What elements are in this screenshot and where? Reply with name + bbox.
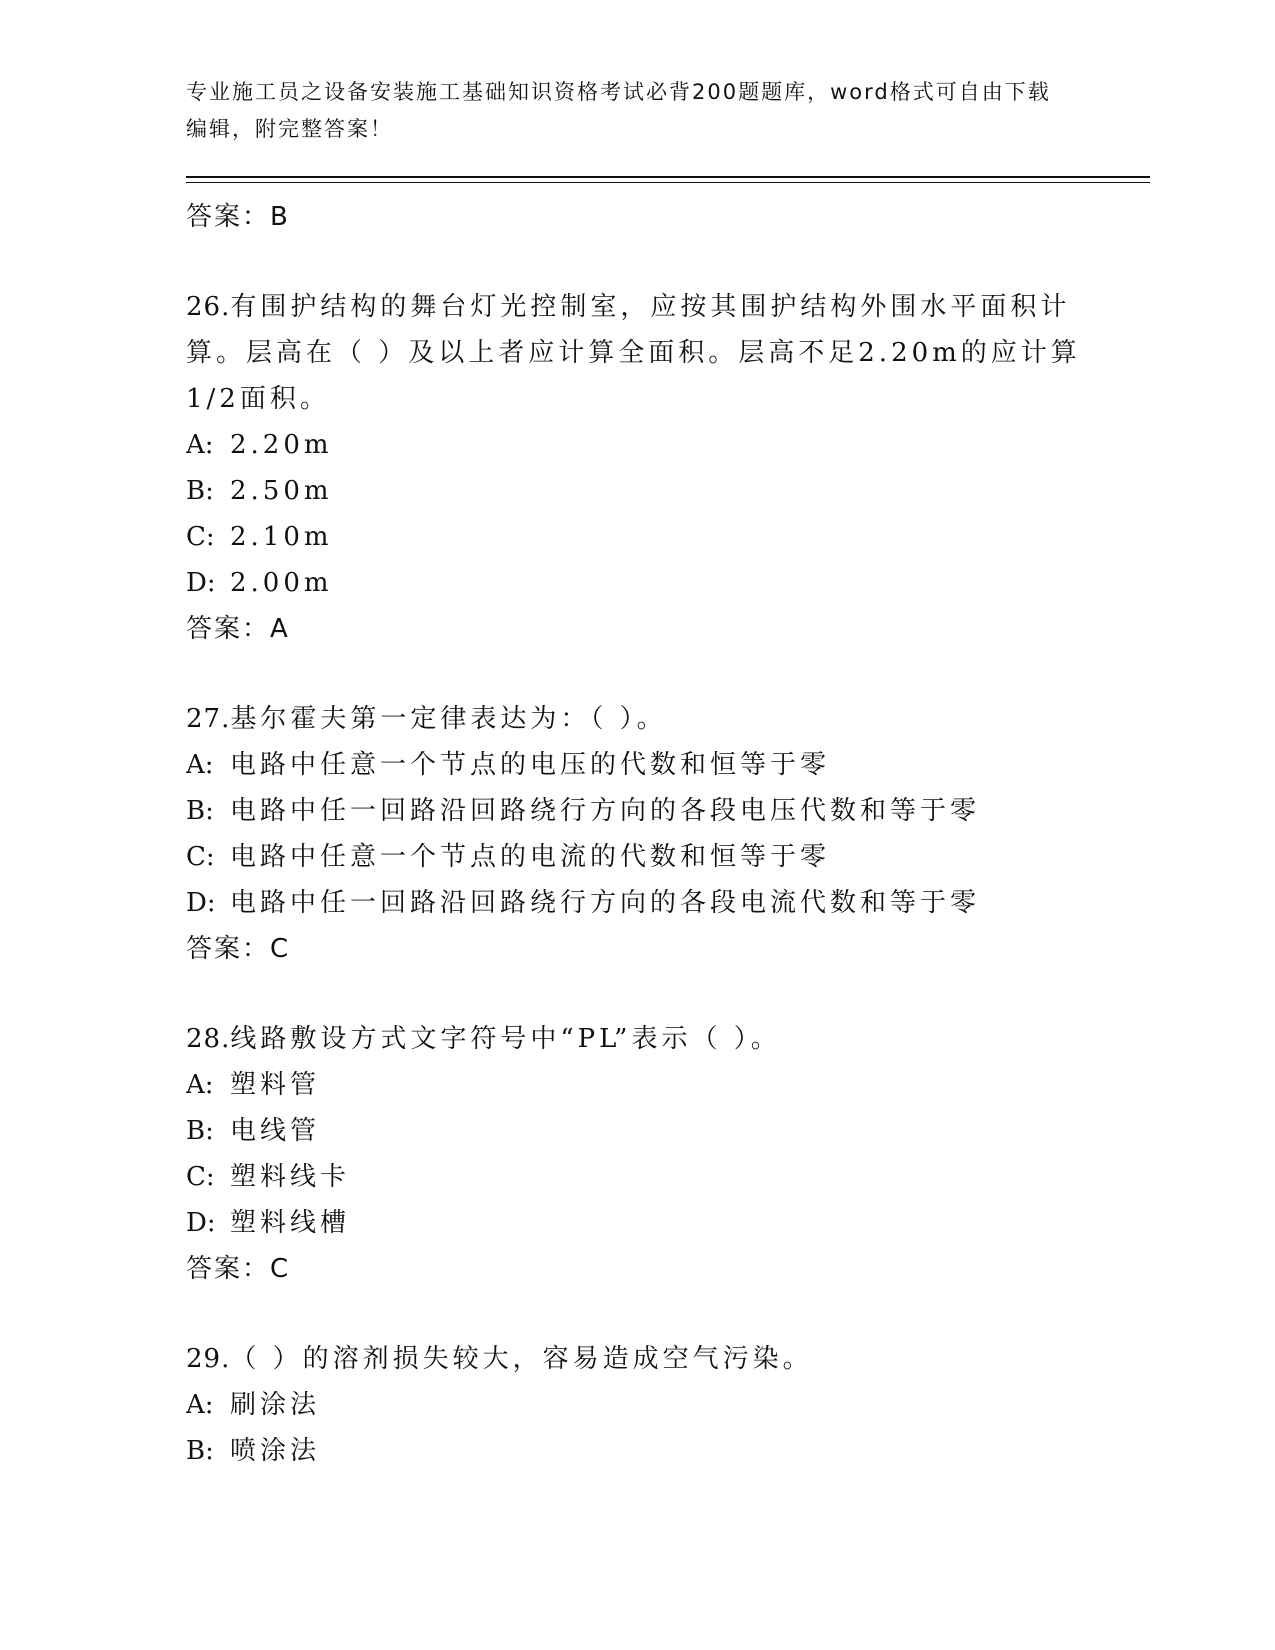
option-text: 2.00m — [230, 568, 333, 598]
option-b — [186, 788, 1086, 834]
option-letter: B: — [186, 1116, 214, 1146]
option-letter: A: — [186, 430, 214, 460]
question-list — [186, 186, 1086, 1474]
option-text: 电路中任一回路沿回路绕行方向的各段电流代数和等于零 — [230, 888, 981, 918]
question-number: 29. — [186, 1344, 231, 1374]
question-text: （ ）的溶剂损失较大，容易造成空气污染。 — [230, 1344, 813, 1374]
option-b — [186, 1428, 1086, 1474]
header-divider-thin — [186, 182, 1150, 183]
question-26 — [186, 284, 1086, 652]
question-stem — [186, 284, 1086, 422]
header-divider-thick — [186, 176, 1150, 178]
option-a — [186, 1062, 1086, 1108]
option-c — [186, 1154, 1086, 1200]
question-number: 28. — [186, 1024, 231, 1054]
question-text: 基尔霍夫第一定律表达为：（ ）。 — [230, 704, 667, 734]
question-stem — [186, 1016, 1086, 1062]
option-letter: D: — [186, 1208, 216, 1238]
option-text: 塑料线槽 — [230, 1208, 351, 1238]
option-text: 电线管 — [230, 1116, 321, 1146]
option-text: 塑料线卡 — [230, 1162, 351, 1192]
answer-line: 答案：C — [186, 934, 291, 964]
option-d — [186, 880, 1086, 926]
option-a — [186, 1382, 1086, 1428]
option-d — [186, 1200, 1086, 1246]
question-stem — [186, 696, 1086, 742]
option-text: 2.10m — [230, 522, 333, 552]
option-letter: C: — [186, 522, 215, 552]
previous-answer: 答案：B — [186, 202, 290, 232]
question-text: 有围护结构的舞台灯光控制室，应按其围护结构外围水平面积计算。层高在（ ）及以上者应计算全面积。层高不足2.20m的应计算1/2面积。 — [186, 292, 1081, 414]
question-text: 线路敷设方式文字符号中“PL”表示（ ）。 — [230, 1024, 781, 1054]
option-letter: D: — [186, 568, 216, 598]
question-stem — [186, 1336, 1086, 1382]
answer-line: 答案：C — [186, 1254, 291, 1284]
question-27 — [186, 696, 1086, 972]
option-letter: A: — [186, 1390, 214, 1420]
option-c — [186, 834, 1086, 880]
option-text: 塑料管 — [230, 1070, 321, 1100]
option-letter: B: — [186, 1436, 214, 1466]
option-text: 2.20m — [230, 430, 333, 460]
option-text: 2.50m — [230, 476, 333, 506]
option-letter: C: — [186, 842, 215, 872]
option-text: 电路中任意一个节点的电流的代数和恒等于零 — [230, 842, 831, 872]
option-text: 电路中任意一个节点的电压的代数和恒等于零 — [230, 750, 831, 780]
option-letter: B: — [186, 796, 214, 826]
option-d — [186, 560, 1086, 606]
page-header: 专业施工员之设备安装施工基础知识资格考试必背200题题库，word格式可自由下载编辑，附完整答案！ — [186, 80, 1051, 141]
question-number: 27. — [186, 704, 231, 734]
option-letter: A: — [186, 750, 214, 780]
answer-line: 答案：A — [186, 614, 290, 644]
option-text: 电路中任一回路沿回路绕行方向的各段电压代数和等于零 — [230, 796, 981, 826]
option-text: 喷涂法 — [230, 1436, 321, 1466]
option-a — [186, 742, 1086, 788]
option-letter: A: — [186, 1070, 214, 1100]
question-29 — [186, 1336, 1086, 1474]
option-letter: C: — [186, 1162, 215, 1192]
option-letter: B: — [186, 476, 214, 506]
question-28 — [186, 1016, 1086, 1292]
option-a — [186, 422, 1086, 468]
question-number: 26. — [186, 292, 231, 322]
option-b — [186, 1108, 1086, 1154]
option-text: 刷涂法 — [230, 1390, 321, 1420]
option-letter: D: — [186, 888, 216, 918]
option-c — [186, 514, 1086, 560]
option-b — [186, 468, 1086, 514]
